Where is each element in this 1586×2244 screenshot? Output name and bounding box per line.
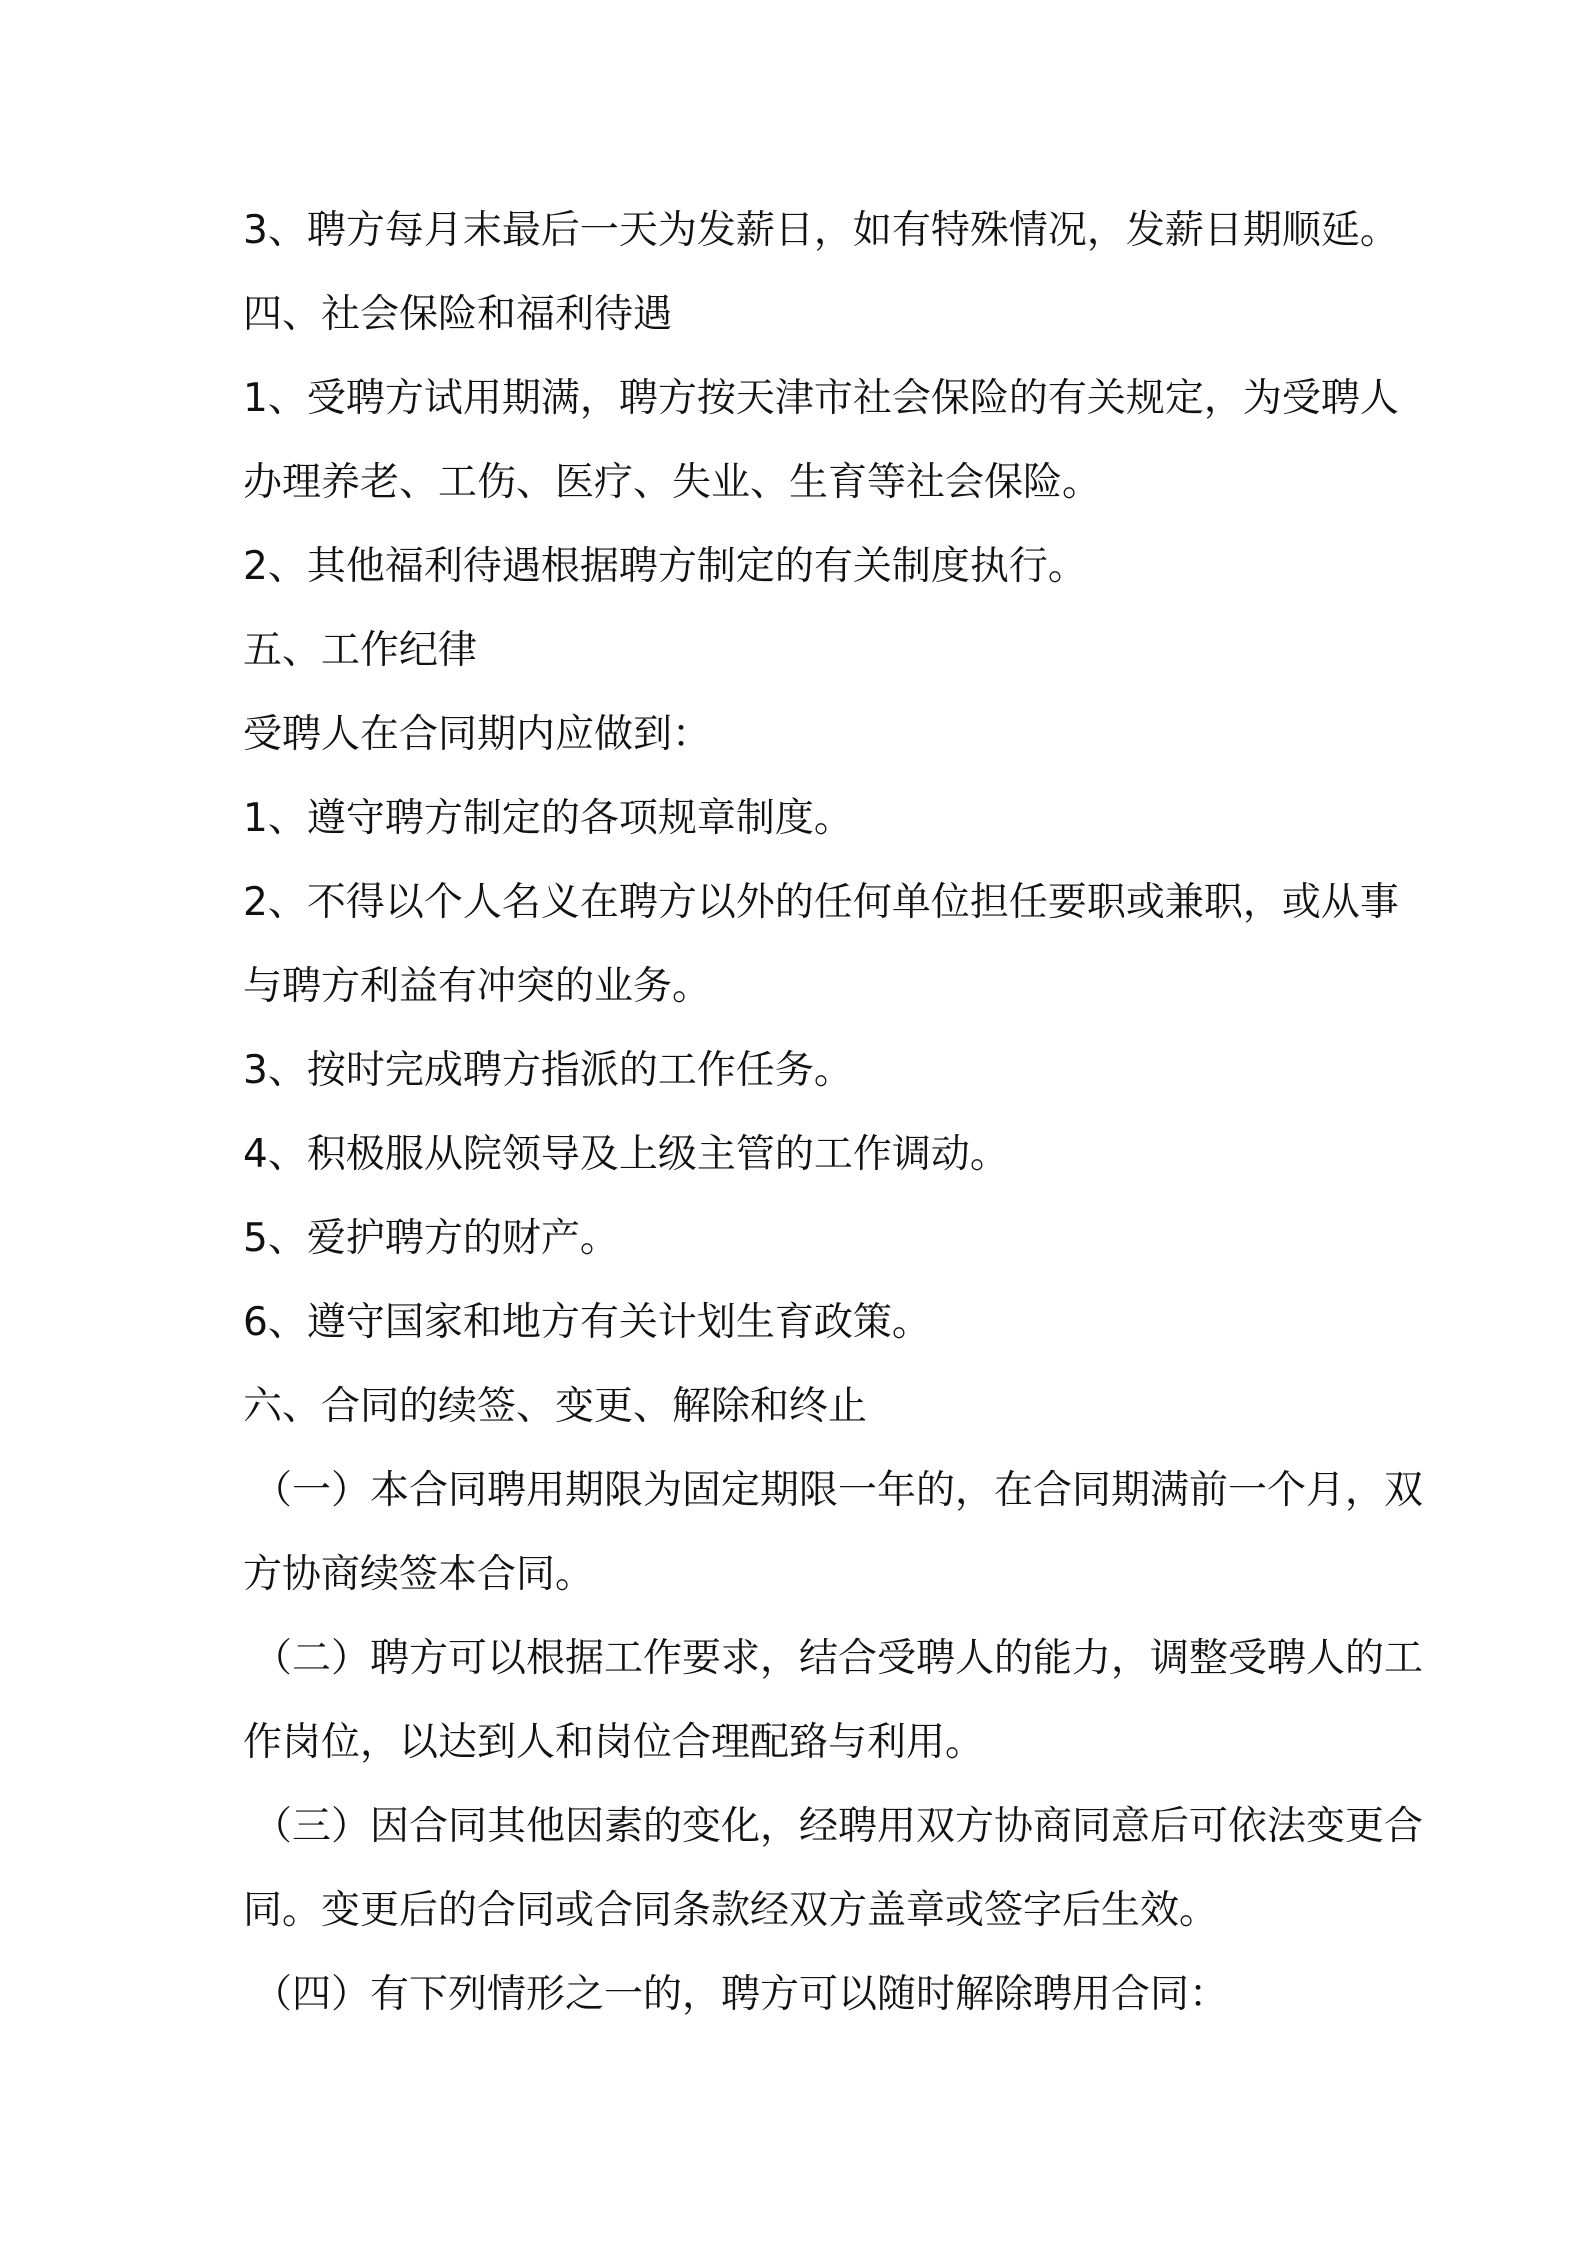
clause-renewal: （一）本合同聘用期限为固定期限一年的，在合同期满前一个月，双	[253, 1468, 1424, 1513]
discipline-intro: 受聘人在合同期内应做到：	[243, 712, 712, 757]
clause-discipline-3: 3、按时完成聘方指派的工作任务。	[243, 1048, 853, 1093]
clause-discipline-5: 5、爱护聘方的财产。	[243, 1216, 619, 1261]
clause-discipline-2-cont: 与聘方利益有冲突的业务。	[243, 964, 712, 1009]
clause-modification-cont: 同。变更后的合同或合同条款经双方盖章或签字后生效。	[243, 1888, 1219, 1933]
clause-adjustment: （二）聘方可以根据工作要求，结合受聘人的能力，调整受聘人的工	[253, 1636, 1424, 1681]
clause-discipline-4: 4、积极服从院领导及上级主管的工作调动。	[243, 1132, 1009, 1177]
clause-discipline-2: 2、不得以个人名义在聘方以外的任何单位担任要职或兼职，或从事	[243, 880, 1399, 925]
clause-adjustment-cont: 作岗位，以达到人和岗位合理配臵与利用。	[243, 1720, 985, 1765]
section-heading-discipline: 五、工作纪律	[243, 628, 478, 673]
clause-insurance-2: 2、其他福利待遇根据聘方制定的有关制度执行。	[243, 544, 1087, 589]
clause-modification: （三）因合同其他因素的变化，经聘用双方协商同意后可依法变更合	[253, 1804, 1424, 1849]
clause-renewal-cont: 方协商续签本合同。	[243, 1552, 595, 1597]
clause-discipline-6: 6、遵守国家和地方有关计划生育政策。	[243, 1300, 931, 1345]
clause-termination: （四）有下列情形之一的，聘方可以随时解除聘用合同：	[253, 1972, 1229, 2017]
clause-insurance-1-cont: 办理养老、工伤、医疗、失业、生育等社会保险。	[243, 460, 1102, 505]
section-heading-contract-changes: 六、合同的续签、变更、解除和终止	[243, 1384, 868, 1429]
clause-discipline-1: 1、遵守聘方制定的各项规章制度。	[243, 796, 853, 841]
section-heading-insurance: 四、社会保险和福利待遇	[243, 292, 673, 337]
clause-insurance-1: 1、受聘方试用期满，聘方按天津市社会保险的有关规定，为受聘人	[243, 376, 1399, 421]
clause-salary-day: 3、聘方每月末最后一天为发薪日，如有特殊情况，发薪日期顺延。	[243, 208, 1399, 253]
